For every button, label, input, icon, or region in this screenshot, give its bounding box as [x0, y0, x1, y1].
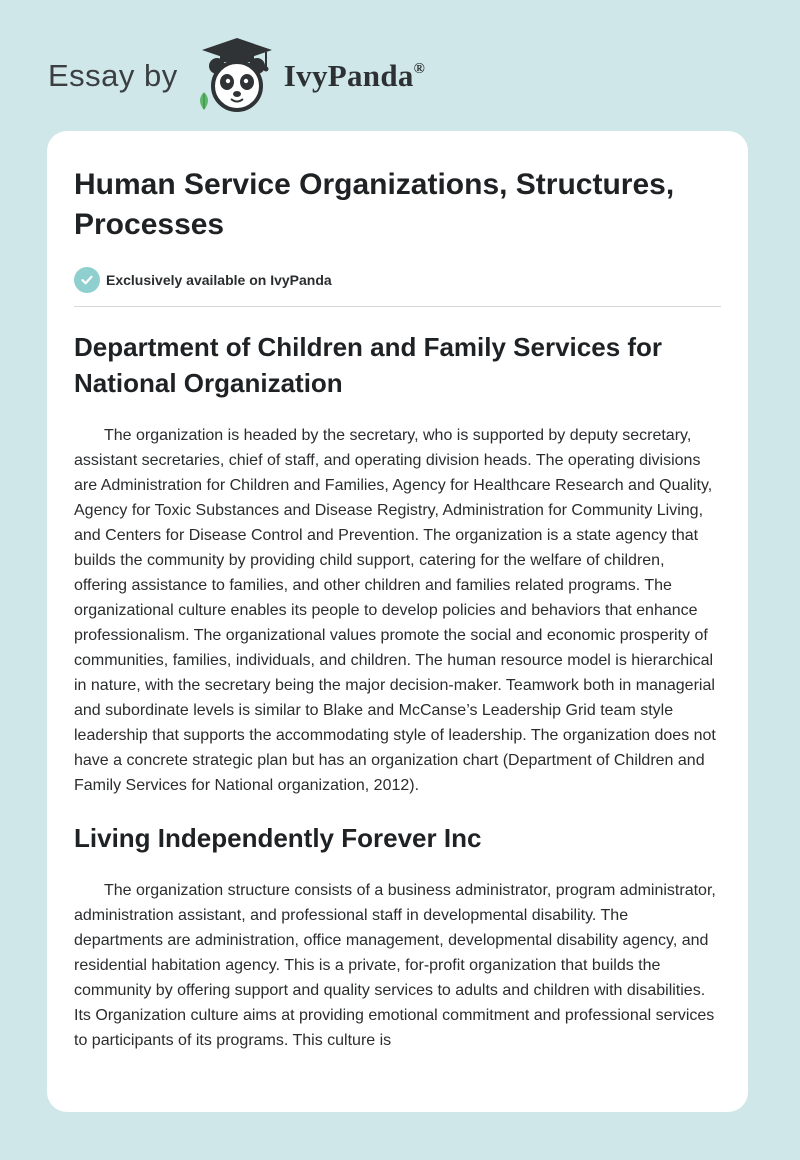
section-paragraph: The organization structure consists of a business administrator, program administrator, administration assistant, and professional staff in developmental disability. The departments are administration, office management, developmental disability agency, and residential habitation agency. This is a private, for-profit organization that builds the community by offering support and quality services to adults and children with disabilities. Its Organization culture aims at providing emotional commitment and professional services to participants of its programs. This culture is [74, 882, 716, 1049]
brand-name[interactable]: IvyPanda® [283, 58, 426, 93]
section-heading: Department of Children and Family Services for National Organization [74, 332, 663, 398]
title-divider [74, 306, 721, 307]
essay-by-label: Essay by [48, 58, 178, 93]
panda-logo-icon[interactable] [192, 36, 282, 116]
essay-card [47, 131, 748, 1112]
registered-mark: ® [413, 61, 426, 77]
exclusive-badge [74, 265, 721, 295]
page-title: Human Service Organizations, Structures, Processes [74, 168, 675, 241]
site-header [48, 36, 425, 116]
section-paragraph: The organization is headed by the secretary, who is supported by deputy secretary, assistant secretaries, chief of staff, and operating division heads. The operating divisions are Administration for Children and Families, Agency for Healthcare Research and Quality, Agency for Toxic Substances and Disease Registry, Administration for Community Living, and Centers for Disease Control and Prevention. The organization is a state agency that builds the community by providing child support, catering for the welfare of children, offering assistance to families, and other children and families related programs. The organizational culture enables its people to develop policies and behaviors that enhance professionalism. The organizational values promote the social and economic prosperity of communities, families, individuals, and children. The human resource model is hierarchical in nature, with the secretary being the major decision-maker. Teamwork both in managerial and subordinate levels is similar to Blake and McCanse’s Leadership Grid team style leadership that supports the accommodating style of leadership. The organization does not have a concrete strategic plan but has an organization chart (Department of Children and Family Services for National organization, 2012). [74, 427, 716, 794]
exclusive-badge-label: Exclusively available on IvyPanda [106, 272, 332, 288]
section-heading: Living Independently Forever Inc [74, 823, 482, 853]
check-circle-icon [74, 267, 100, 293]
